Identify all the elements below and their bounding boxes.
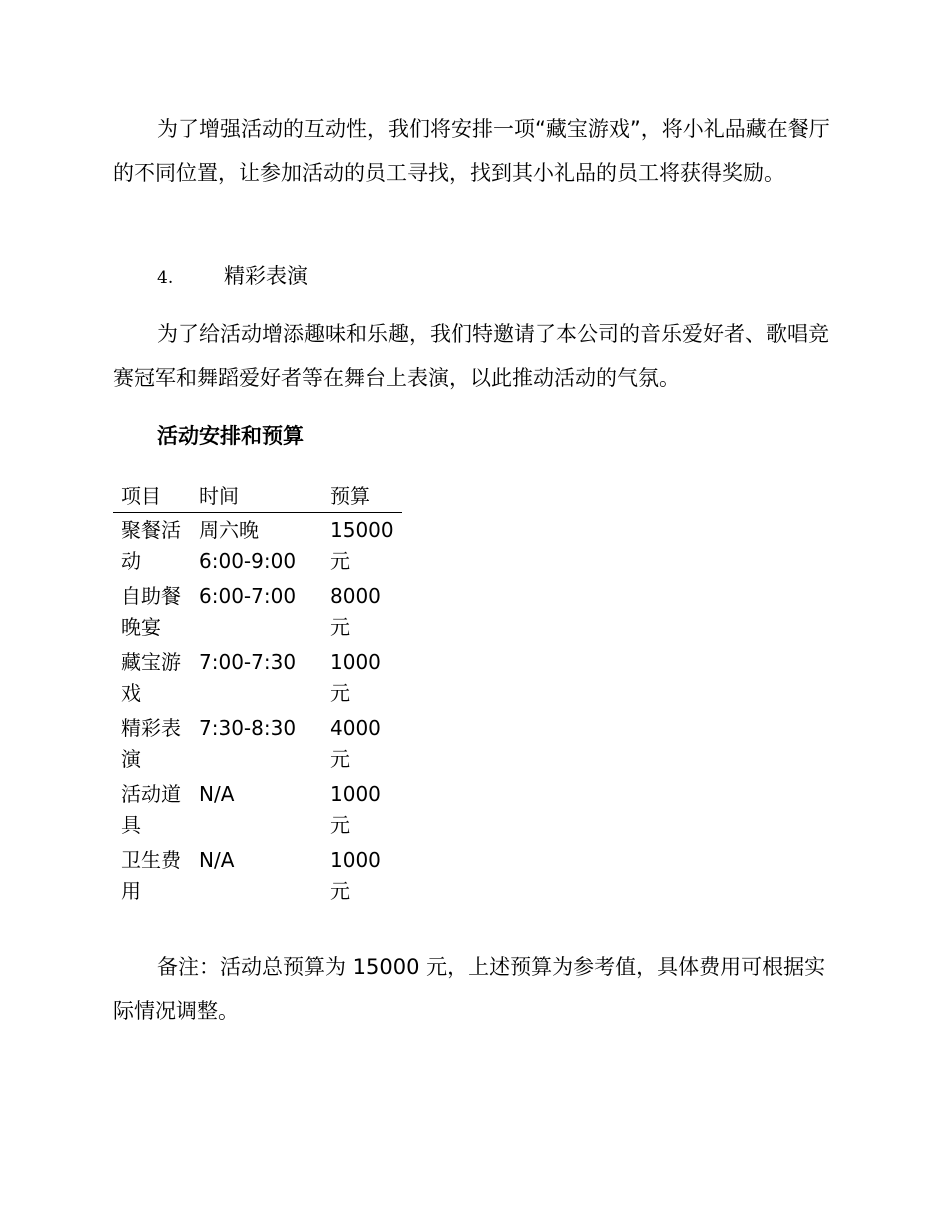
header-time: 时间: [191, 480, 322, 513]
cell-time: N/A: [199, 848, 235, 872]
budget-note-paragraph: 备注：活动总预算为 15000 元，上述预算为参考值，具体费用可根据实际情况调整。: [113, 955, 826, 1023]
cell-budget: 1000 元: [330, 782, 381, 837]
cell-budget: 4000 元: [330, 716, 381, 771]
cell-budget: 8000 元: [330, 584, 381, 639]
budget-table: [113, 480, 402, 909]
cell-time: 周六晚 6:00-9:00: [199, 518, 297, 573]
performance-paragraph: 为了给活动增添趣味和乐趣，我们特邀请了本公司的音乐爱好者、歌唱竞赛冠军和舞蹈爱好者等在舞台上表演，以此推动活动的气氛。: [113, 322, 829, 390]
list-item-title: 精彩表演: [224, 264, 308, 288]
treasure-game-paragraph: 为了增强活动的互动性，我们将安排一项“藏宝游戏”，将小礼品藏在餐厅的不同位置，让参加活动的员工寻找，找到其小礼品的员工将获得奖励。: [113, 117, 830, 185]
section-heading: 活动安排和预算: [157, 424, 304, 448]
cell-item: 自助餐晚宴: [121, 584, 181, 639]
cell-item: 活动道具: [121, 782, 181, 837]
list-item-number: 4.: [157, 268, 174, 288]
table-row: [113, 777, 402, 843]
cell-time: 7:00-7:30: [199, 650, 297, 674]
table-row: [113, 513, 402, 580]
cell-item: 藏宝游戏: [121, 650, 181, 705]
table-row: [113, 645, 402, 711]
cell-item: 卫生费用: [121, 848, 181, 903]
cell-time: N/A: [199, 782, 235, 806]
header-item: 项目: [113, 480, 191, 513]
cell-budget: 15000 元: [330, 518, 394, 573]
header-budget: 预算: [322, 480, 402, 513]
cell-item: 聚餐活动: [121, 518, 181, 573]
cell-time: 7:30-8:30: [199, 716, 297, 740]
table-header-row: [113, 480, 402, 513]
cell-budget: 1000 元: [330, 848, 381, 903]
table-row: [113, 579, 402, 645]
cell-budget: 1000 元: [330, 650, 381, 705]
table-row: [113, 843, 402, 909]
table-row: [113, 711, 402, 777]
cell-item: 精彩表演: [121, 716, 181, 771]
list-item-performance: [157, 260, 308, 294]
cell-time: 6:00-7:00: [199, 584, 297, 608]
